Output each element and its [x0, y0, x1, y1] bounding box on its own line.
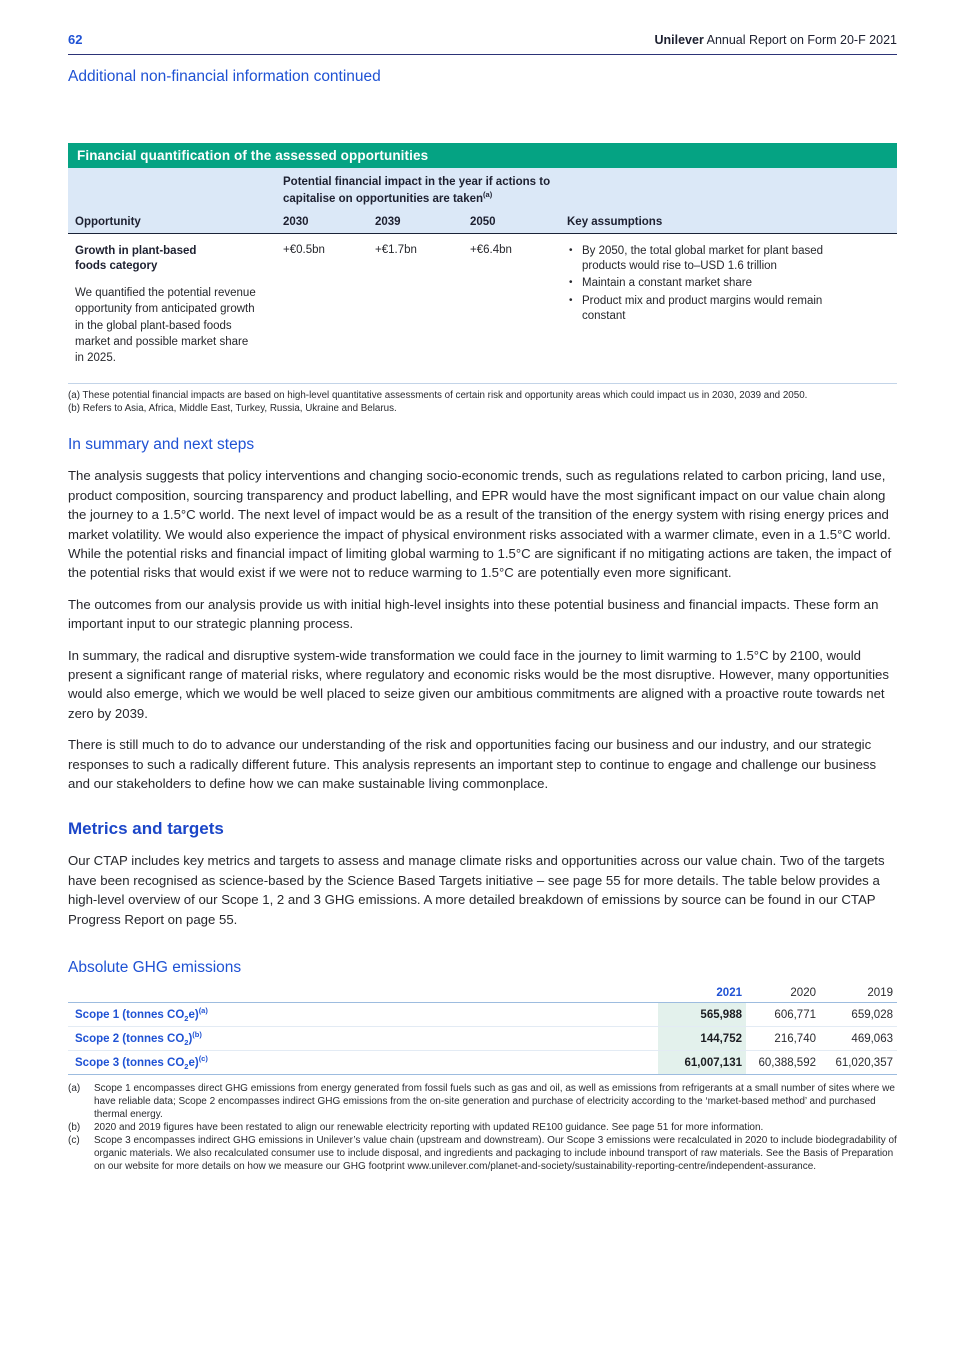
- summary-paragraph-3: In summary, the radical and disruptive system-wide transformation we could face in the journey to limit warming to 1.5°C by 2100, would present a significant range of material risks, where regulatory and economic risks would be the most disruptive. However, many opportunities would also emerge, which we would be well placed to seize given our ambitious commitments are aligned with a proactive route towards net zero by 2039.: [68, 647, 889, 721]
- scope-3-value-2020: 60,388,592: [758, 1056, 816, 1069]
- report-brand: Unilever: [654, 33, 704, 47]
- scope-3-value-2019: 61,020,357: [835, 1056, 893, 1069]
- assumption-item: • Maintain a constant market share: [567, 276, 867, 291]
- scope-2-value-2019: 469,063: [851, 1032, 893, 1045]
- impact-header: Potential financial impact in the year if actions to capitalise on opportunities are taken$^{(a)}$: [283, 176, 551, 205]
- assumption-item: • By 2050, the total global market for plant based products would rise to–USD 1.6 trillion: [567, 244, 867, 275]
- impact-value-2050: +€6.4bn: [470, 243, 512, 256]
- scope-2-value-2021: 144,752: [658, 1027, 746, 1050]
- footnote-ref-b: (b): [192, 1030, 202, 1040]
- scope-1-value-2020: 606,771: [774, 1008, 816, 1021]
- page-number: 62: [68, 32, 83, 47]
- scope-2-label: Scope 2 (tonnes $CO_2)^{(b)}$: [75, 1030, 202, 1048]
- scope-1-value-2021: 565,988: [658, 1003, 746, 1026]
- footnote-ref-a: (a): [198, 1006, 208, 1016]
- column-header-opportunity: Opportunity: [75, 215, 141, 228]
- impact-value-2030: +€0.5bn: [283, 243, 325, 256]
- footnote-ref-a: (a): [483, 189, 493, 199]
- scope-1-label: Scope 1 (tonnes $CO_2e)^{(a)}$: [75, 1006, 208, 1024]
- footnote-text: Scope 3 encompasses indirect GHG emissions in Unilever’s value chain (upstream and downstream). Our Scope 3 emissions were recalculated in 2020 to include biodegradability of organic materials. We also recalculated consumer use to include disposal, and ingredients and packaging to include inbound transport of raw materials. See the Basis of Preparation on our website for more details on how we measure our GHG footprint www.unilever.com/planet-and-society/sustainability-reporting-centre/independent-assurance.: [94, 1135, 897, 1173]
- footnote-marker: (b): [68, 1122, 81, 1134]
- opportunity-name: Growth in plant-based foods category: [75, 244, 197, 273]
- impact-value-2039: +€1.7bn: [375, 243, 417, 256]
- impact-header-row: [68, 175, 897, 207]
- opportunity-description: We quantified the potential revenue opportunity from anticipated growth in the global plant-based foods market and possible market share in 2025.: [75, 286, 256, 365]
- opportunities-table: [68, 143, 897, 415]
- scope-3-row: [68, 1051, 897, 1075]
- page-header: [68, 0, 897, 55]
- table-row: [68, 234, 897, 384]
- scope-3-label: Scope 3 (tonnes $CO_2e)^{(c)}$: [75, 1054, 208, 1072]
- ghg-emissions-heading: Absolute GHG emissions: [68, 959, 242, 977]
- scope-2-value-2020: 216,740: [774, 1032, 816, 1045]
- year-header-2021: 2021: [716, 987, 742, 1000]
- summary-heading: In summary and next steps: [68, 436, 255, 454]
- column-header-row: [68, 207, 897, 234]
- summary-paragraph-2: The outcomes from our analysis provide us with initial high-level insights into these potential business and financial impacts. These form an important input to our strategic planning process.: [68, 596, 879, 632]
- report-title-rest: Annual Report on Form 20-F 2021: [703, 33, 897, 47]
- column-header-2030: 2030: [283, 215, 309, 228]
- table-footnotes: [68, 390, 897, 415]
- year-header-2020: 2020: [790, 987, 816, 1000]
- table-footnote-a: (a) These potential financial impacts are based on high-level quantitative assessments of certain risk and opportunity areas which could impact us in 2030, 2039 and 2050.: [68, 389, 808, 401]
- ghg-emissions-table: [68, 987, 897, 1075]
- summary-paragraph-1: The analysis suggests that policy interventions and changing socio-economic trends, such as regulations related to carbon pricing, land use, product composition, sourcing transparency and product labelling, and EPR would have the most significant impact on our value chain along the journey to a 1.5°C world. The next level of impact would be as a result of the transition of the energy system with rising energy prices and market volatility. We would also experience the impact of physical environment risks associated with a warmer climate, even in a 1.5°C world. While the potential risks and financial impact of limiting global warming to 1.5°C are significant if no mitigating actions are taken, the impact of the potential risks that would exist if we were not to reduce warming to 1.5°C are potentially even more significant.: [68, 468, 892, 581]
- summary-paragraph-4: There is still much to do to advance our understanding of the risk and opportunities facing our business and our industry, and our strategic responses to such a radically different future. This analysis represents an important step to continue to engage and challenge our business and our stakeholders to define how we can make sustainable living commonplace.: [68, 737, 877, 792]
- opportunity-cell: [68, 244, 283, 367]
- report-title: [654, 33, 897, 47]
- table-footnote-b: (b) Refers to Asia, Africa, Middle East, Turkey, Russia, Ukraine and Belarus.: [68, 402, 397, 414]
- footnote-marker: (c): [68, 1135, 80, 1147]
- ghg-footnote-b: [68, 1121, 897, 1134]
- scope-2-row: [68, 1027, 897, 1051]
- metrics-paragraph: Our CTAP includes key metrics and targets to assess and manage climate risks and opportunities across our value chain. Two of the targets have been recognised as science-based by the Science Based Targets initiative – see page 55 for more details. The table below provides a high-level overview of our Scope 1, 2 and 3 GHG emissions. A more detailed breakdown of emissions by source can be found in our CTAP Progress Report on page 55.: [68, 853, 885, 927]
- footnote-marker: (a): [68, 1083, 81, 1095]
- ghg-footnote-a: [68, 1082, 897, 1121]
- scope-1-value-2019: 659,028: [851, 1008, 893, 1021]
- ghg-footnotes: [68, 1082, 897, 1173]
- key-assumptions-list: [567, 244, 897, 367]
- ghg-year-header-row: [68, 987, 897, 1003]
- scope-1-row: [68, 1003, 897, 1027]
- footnote-text: 2020 and 2019 figures have been restated to align our renewable electricity reporting with updated RE100 guidance. See page 51 for more information.: [94, 1122, 764, 1134]
- metrics-heading: Metrics and targets: [68, 819, 224, 839]
- column-header-2039: 2039: [375, 215, 401, 228]
- year-header-2019: 2019: [867, 987, 893, 1000]
- assumption-item: • Product mix and product margins would remain constant: [567, 294, 867, 325]
- opportunities-table-title: Financial quantification of the assessed opportunities: [68, 143, 897, 168]
- opportunities-table-header: [68, 168, 897, 234]
- column-header-key-assumptions: Key assumptions: [567, 215, 663, 228]
- scope-3-value-2021: 61,007,131: [658, 1051, 746, 1074]
- column-header-2050: 2050: [470, 215, 496, 228]
- footnote-ref-c: (c): [198, 1054, 208, 1064]
- footnote-text: Scope 1 encompasses direct GHG emissions from energy generated from fossil fuels such as gas and oil, as well as emissions from refrigerants at a small number of sites where we have reliable data; Scope 2 encompasses indirect GHG emissions from the on-site generation and purchase of electricity according to the ‘market-based method’ and purchased thermal energy.: [94, 1083, 895, 1121]
- ghg-footnote-c: [68, 1134, 897, 1173]
- section-title: Additional non-financial information continued: [68, 68, 381, 85]
